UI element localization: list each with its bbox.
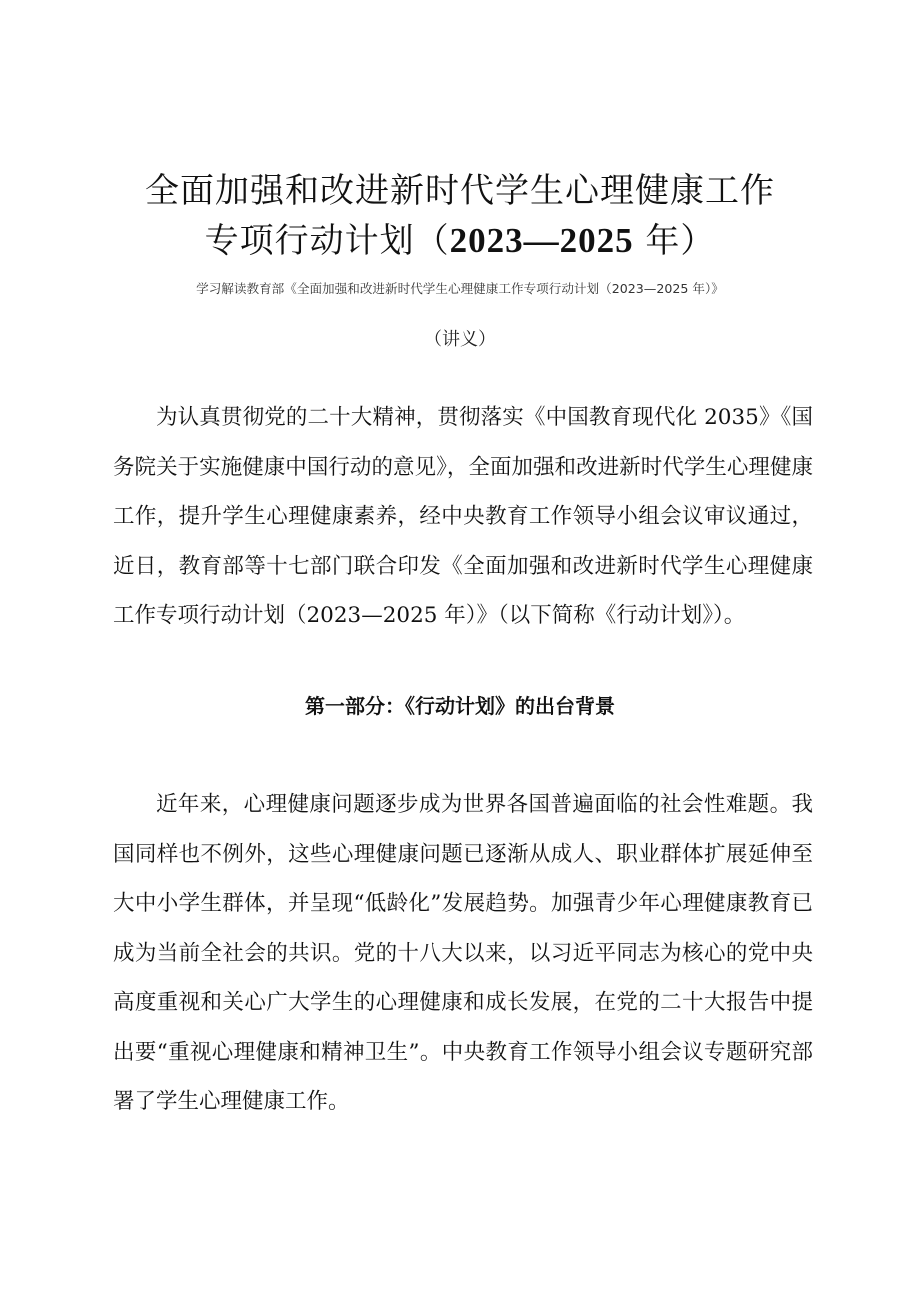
title-line-2-prefix: 专项行动计划（ xyxy=(204,221,450,261)
title-line-2-suffix: 年） xyxy=(633,221,716,261)
title-years: 2023—2025 xyxy=(449,221,634,260)
section-heading: 第一部分：《行动计划》的出台背景 xyxy=(305,694,615,718)
background-paragraph: 近年来，心理健康问题逐步成为世界各国普遍面临的社会性难题。我国同样也不例外，这些心理健康问题已逐渐从成人、职业群体扩展延伸至大中小学生群体，并呈现“低龄化”发展趋势。加强青少年心理健康教育已成为当前全社会的共识。党的十八大以来，以习近平同志为核心的党中央高度重视和关心广大学生的心理健康和成长发展，在党的二十大报告中提出要“重视心理健康和精神卫生”。中央教育工作领导小组会议专题研究部署了学生心理健康工作。 xyxy=(113,792,813,1114)
document-title-line-1: 全面加强和改进新时代学生心理健康工作 xyxy=(145,171,775,211)
lecture-label: （讲义） xyxy=(424,329,496,350)
document-subtitle: 学习解读教育部《全面加强和改进新时代学生心理健康工作专项行动计划（2023—2025 年）》 xyxy=(196,281,724,296)
intro-paragraph: 为认真贯彻党的二十大精神，贯彻落实《中国教育现代化 2035》《国务院关于实施健康中国行动的意见》，全面加强和改进新时代学生心理健康工作，提升学生心理健康素养，经中央教育工作领导小组会议审议通过，近日，教育部等十七部门联合印发《全面加强和改进新时代学生心理健康工作专项行动计划（2023—2025 年）》（以下简称《行动计划》）。 xyxy=(113,405,813,628)
document-title-line-2 xyxy=(0,213,920,262)
